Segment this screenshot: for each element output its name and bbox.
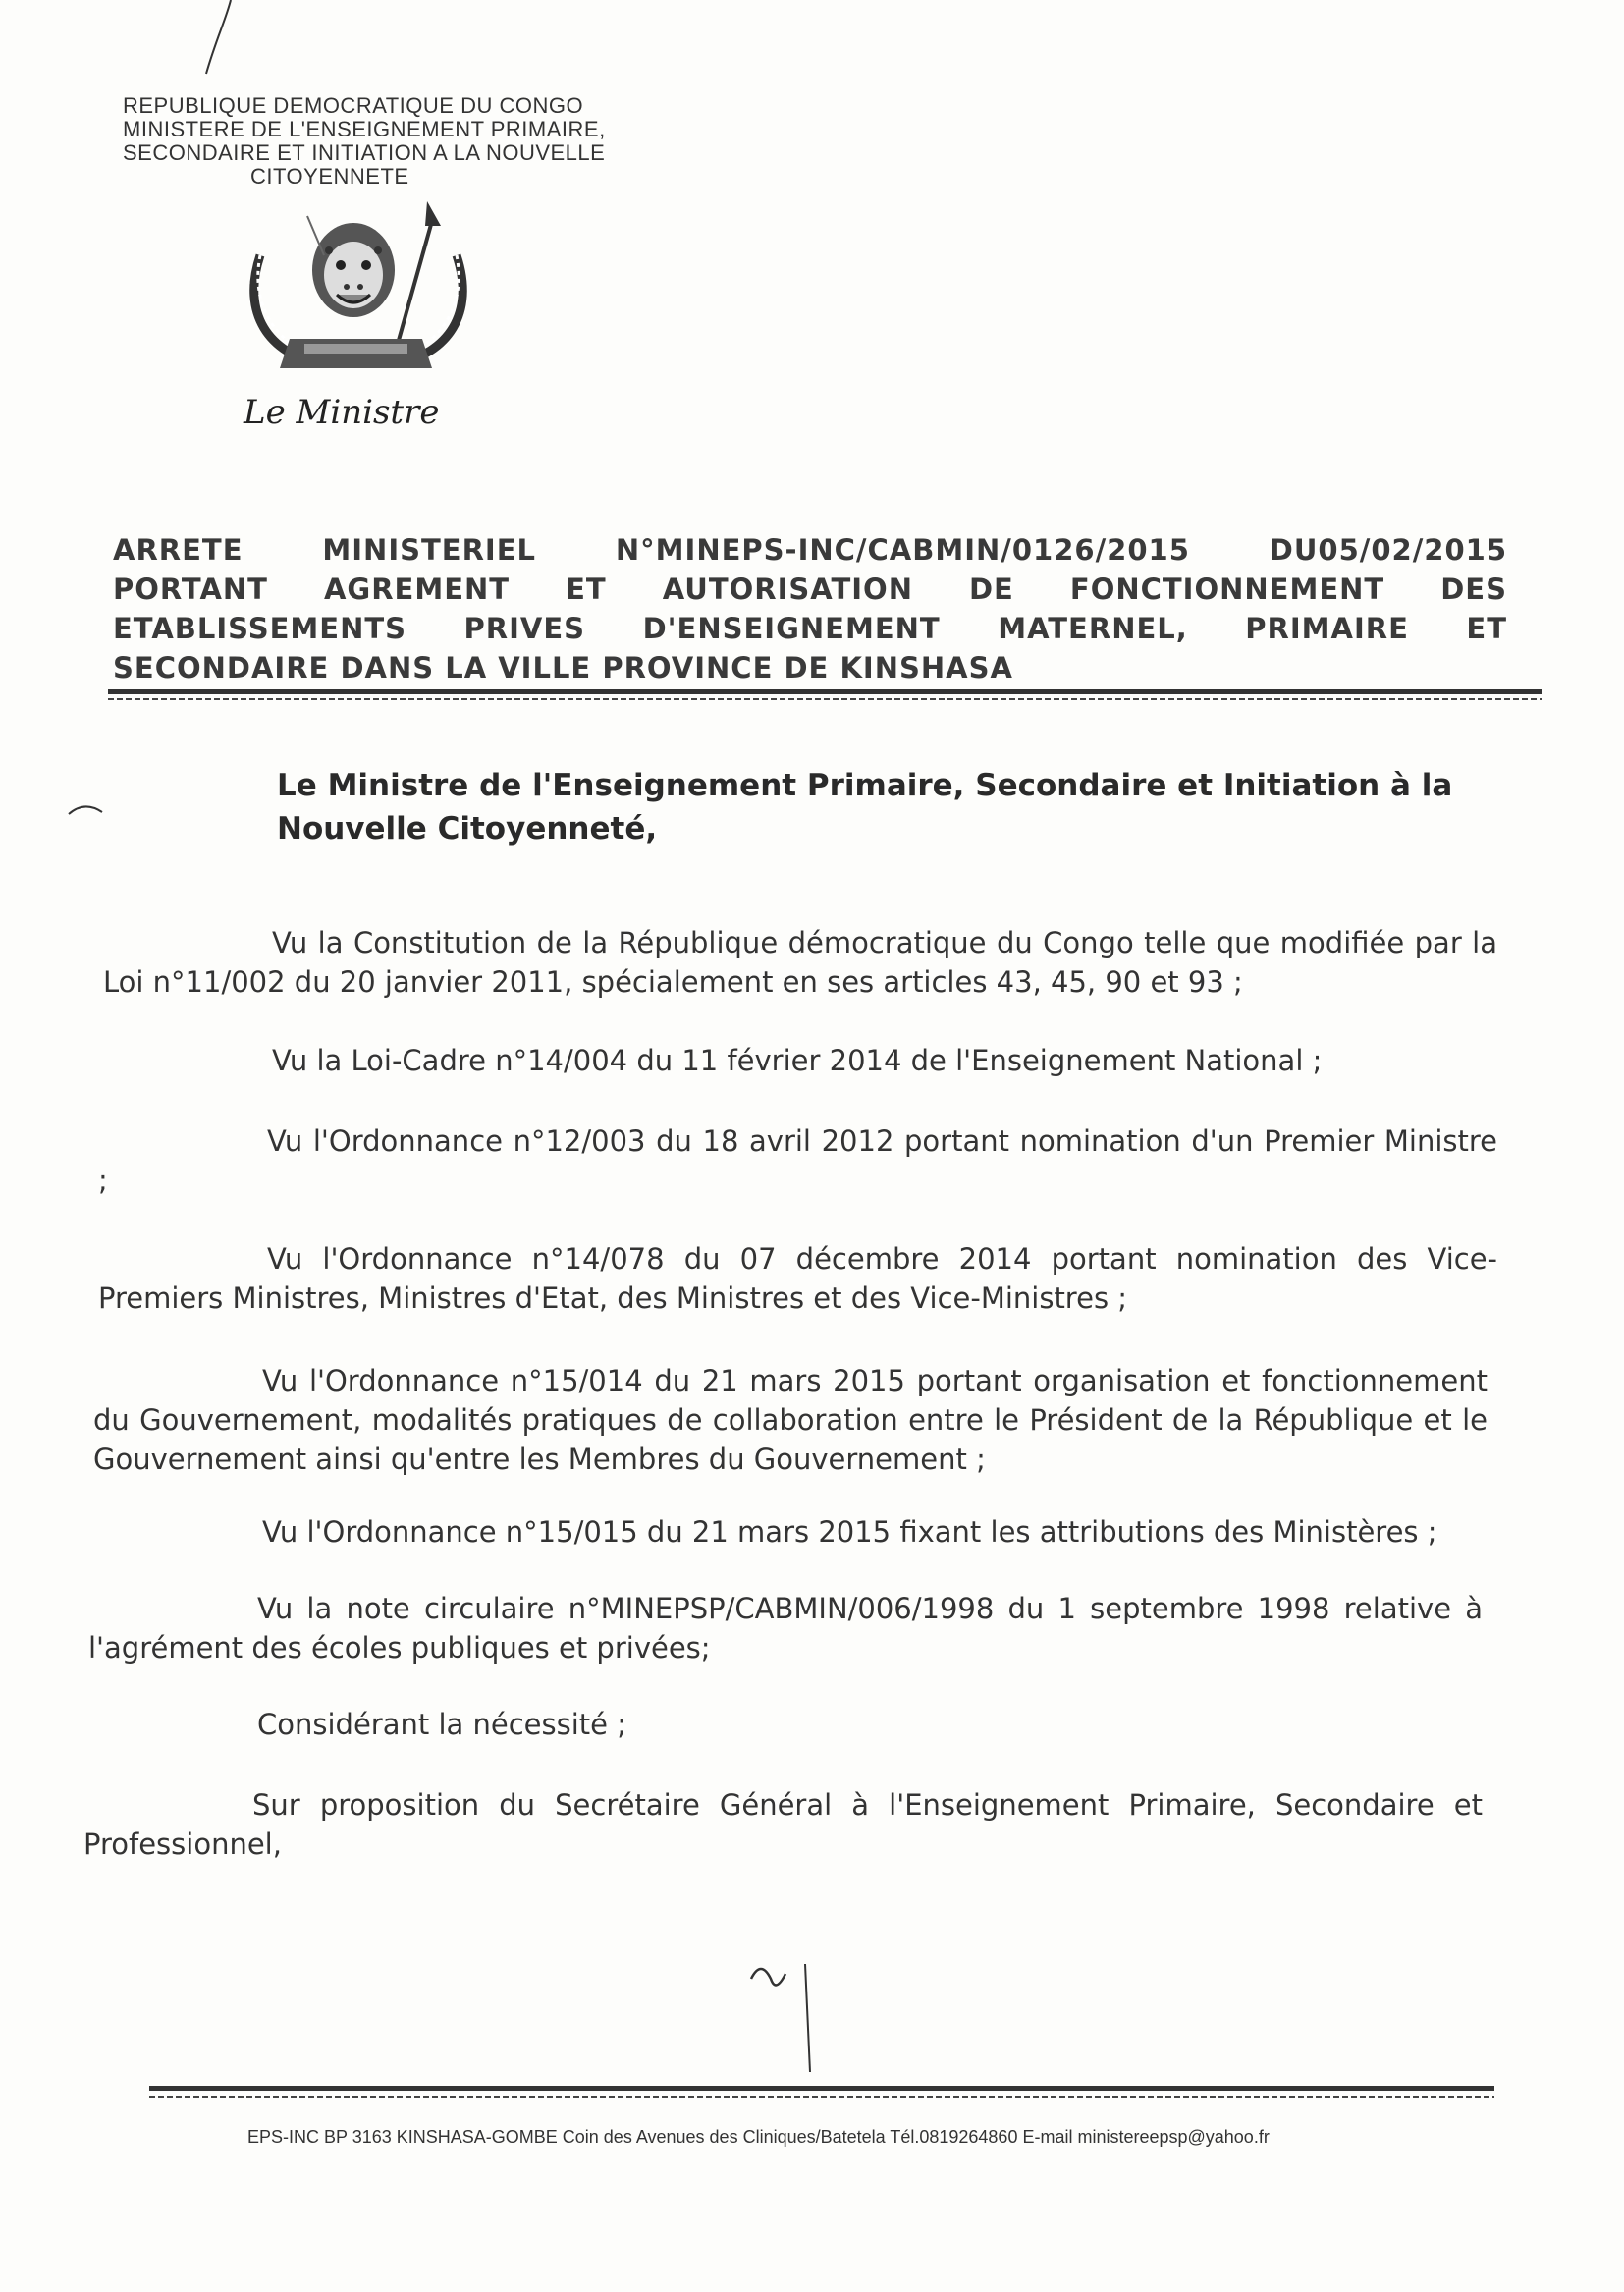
decree-title-line4: SECONDAIRE DANS LA VILLE PROVINCE DE KINSHASA [113, 651, 1013, 684]
paragraph-vice-premiers [98, 1239, 1497, 1318]
paragraph-vice-premiers-text: Vu l'Ordonnance n°14/078 du 07 décembre 2014 portant nomination des Vice-Premiers Ministres, Ministres d'Etat, des Ministres et des Vice-Ministres ; [98, 1242, 1497, 1315]
title-underline [108, 689, 1542, 694]
top-pen-mark [196, 0, 236, 79]
paragraph-constitution-text: Vu la Constitution de la République démocratique du Congo telle que modifiée par la Loi n°11/002 du 20 janvier 2011, spécialement en ses articles 43, 45, 90 et 93 ; [103, 926, 1497, 999]
footer-rule-dotted [149, 2096, 1494, 2098]
paragraph-note-circulaire-text: Vu la note circulaire n°MINEPSP/CABMIN/006/1998 du 1 septembre 1998 relative à l'agrément des écoles publiques et privées; [88, 1592, 1483, 1664]
paragraph-loi-cadre-text: Vu la Loi-Cadre n°14/004 du 11 février 2014 de l'Enseignement National ; [272, 1044, 1323, 1077]
paragraph-premier-ministre [98, 1121, 1497, 1200]
paragraph-constitution [103, 923, 1497, 1002]
paragraph-considerant [257, 1705, 1043, 1744]
letterhead-ministry-line3: CITOYENNETE [250, 164, 409, 189]
decree-title [113, 530, 1507, 687]
paragraph-attributions-text: Vu l'Ordonnance n°15/015 du 21 mars 2015 fixant les attributions des Ministères ; [262, 1515, 1437, 1549]
minister-intro: Le Ministre de l'Enseignement Primaire, Secondaire et Initiation à la Nouvelle Citoyenneté, [277, 768, 1453, 846]
initials-mark [741, 1949, 820, 2077]
coat-of-arms-emblem [231, 196, 486, 383]
letterhead-ministry-line2: SECONDAIRE ET INITIATION A LA NOUVELLE [123, 140, 606, 165]
decree-title-line2: PORTANT AGREMENT ET AUTORISATION DE FONCTIONNEMENT DES [113, 573, 1507, 606]
coat-of-arms-icon [231, 196, 486, 383]
footer-address: EPS-INC BP 3163 KINSHASA-GOMBE Coin des Avenues des Cliniques/Batetela Tél.0819264860 E-mail ministereepsp@yahoo.fr [247, 2127, 1270, 2147]
paragraph-considerant-text: Considérant la nécessité ; [257, 1708, 626, 1741]
paragraph-proposition [83, 1785, 1483, 1864]
decree-title-line3: ETABLISSEMENTS PRIVES D'ENSEIGNEMENT MATERNEL, PRIMAIRE ET [113, 612, 1507, 645]
paragraph-note-circulaire [88, 1589, 1483, 1667]
letterhead-ministry-line1: MINISTERE DE L'ENSEIGNEMENT PRIMAIRE, [123, 117, 606, 141]
letterhead [123, 94, 673, 189]
paragraph-premier-ministre-text: Vu l'Ordonnance n°12/003 du 18 avril 2012 portant nomination d'un Premier Ministre ; [98, 1124, 1497, 1197]
minister-signature-label: Le Ministre [244, 393, 440, 432]
paragraph-loi-cadre [103, 1041, 1497, 1080]
footer-rule [149, 2086, 1494, 2091]
decree-title-line1: ARRETE MINISTERIEL N°MINEPS-INC/CABMIN/0126/2015 DU05/02/2015 [113, 533, 1507, 567]
title-underline-dotted [108, 698, 1542, 700]
paragraph-attributions [93, 1512, 1488, 1552]
margin-mark [67, 800, 106, 820]
letterhead-country: REPUBLIQUE DEMOCRATIQUE DU CONGO [123, 93, 584, 118]
paragraph-organisation-gouvernement [93, 1361, 1488, 1479]
paragraph-proposition-text: Sur proposition du Secrétaire Général à l'Enseignement Primaire, Secondaire et Professionnel, [83, 1788, 1483, 1861]
paragraph-organisation-gouvernement-text: Vu l'Ordonnance n°15/014 du 21 mars 2015 portant organisation et fonctionnement du Gouvernement, modalités pratiques de collaboration entre le Président de la République et le Gouvernement ainsi qu'entre les Membres du Gouvernement ; [93, 1364, 1488, 1476]
